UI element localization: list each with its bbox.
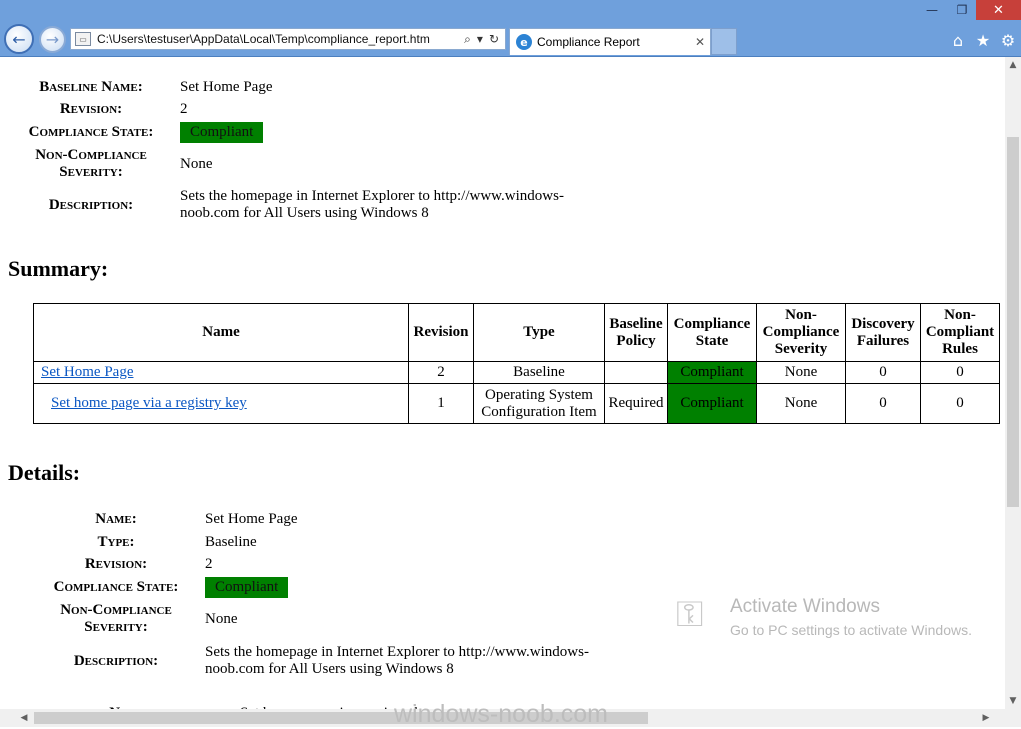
cell-severity: None: [757, 384, 846, 424]
value-revision: 2: [180, 100, 188, 117]
watermark-subtitle: Go to PC settings to activate Windows.: [730, 622, 972, 638]
arrow-right-icon: →: [45, 30, 60, 49]
cell-type: Baseline: [474, 362, 605, 384]
watermark-title: Activate Windows: [730, 596, 880, 617]
value-baseline-name: Set Home Page: [180, 78, 273, 95]
col-non-compliance-severity: Non-Compliance Severity: [757, 304, 846, 362]
forward-button[interactable]: [39, 26, 66, 53]
tab-close-icon[interactable]: ✕: [694, 35, 706, 49]
page-icon: ▭: [75, 32, 91, 46]
cell-discovery-failures: 0: [846, 384, 921, 424]
home-icon[interactable]: ⌂: [952, 30, 964, 50]
link-set-home-page-registry[interactable]: Set home page via a registry key: [51, 395, 247, 411]
cell-non-compliant-rules: 0: [921, 384, 1000, 424]
label-revision: Revision:: [59, 100, 123, 117]
scroll-left-icon[interactable]: ◀: [20, 713, 28, 723]
close-button[interactable]: ✕: [976, 0, 1021, 20]
value-revision: 2: [205, 555, 213, 572]
label-revision: Revision:: [84, 555, 148, 572]
value-type: Baseline: [205, 533, 257, 550]
table-row: [34, 384, 1000, 424]
col-type: Type: [474, 304, 605, 362]
scroll-left-area[interactable]: [0, 709, 16, 727]
cell-revision: 1: [409, 384, 474, 424]
site-watermark: windows-noob.com: [394, 700, 608, 728]
scrollbar-corner: [1005, 709, 1021, 727]
table-header-row: [34, 304, 1000, 362]
address-url[interactable]: C:\Users\testuser\AppData\Local\Temp\compliance_report.htm: [97, 32, 430, 46]
arrow-left-icon: ←: [12, 29, 26, 49]
cell-policy: Required: [605, 384, 668, 424]
label-description: Description:: [73, 652, 159, 669]
summary-heading: Summary:: [8, 256, 109, 281]
refresh-icon[interactable]: ↻: [488, 31, 499, 46]
status-badge: Compliant: [205, 577, 288, 598]
label-non-compliance-severity: Non-Compliance Severity:: [35, 147, 147, 180]
col-revision: Revision: [409, 304, 474, 362]
cell-revision: 2: [409, 362, 474, 384]
col-baseline-policy: Baseline Policy: [605, 304, 668, 362]
tab-title: Compliance Report: [537, 35, 640, 49]
cell-type: Operating System Configuration Item: [474, 384, 605, 424]
scroll-up-icon[interactable]: ▲: [1009, 60, 1017, 70]
cell-non-compliant-rules: 0: [921, 362, 1000, 384]
value-description: Sets the homepage in Internet Explorer to http://www.windows-noob.com for All Users using Windows 8: [180, 188, 564, 221]
browser-chrome: [0, 0, 1021, 57]
gear-icon[interactable]: ⚙: [1000, 30, 1016, 50]
vertical-scroll-thumb[interactable]: [1007, 137, 1019, 507]
back-button[interactable]: [4, 24, 34, 54]
vertical-scrollbar[interactable]: [1005, 57, 1021, 709]
scroll-right-icon[interactable]: ▶: [982, 713, 990, 723]
activate-windows-watermark: [676, 590, 996, 650]
search-icon[interactable]: ⌕: [464, 31, 471, 46]
key-icon: ⚿: [676, 594, 704, 635]
favorites-star-icon[interactable]: ★: [975, 30, 991, 50]
ie-icon: e: [516, 34, 532, 50]
value-non-compliance-severity: None: [180, 155, 213, 172]
cell-severity: None: [757, 362, 846, 384]
table-row: [34, 362, 1000, 384]
label-compliance-state: Compliance State:: [28, 123, 154, 140]
cell-compliance-state: Compliant: [668, 384, 757, 424]
cell-policy: [605, 362, 668, 384]
cell-compliance-state: Compliant: [668, 362, 757, 384]
label-name: Name:: [95, 511, 137, 527]
label-baseline-name: Baseline Name:: [39, 78, 143, 95]
tab-compliance-report[interactable]: [509, 28, 711, 55]
details-properties: [33, 508, 625, 683]
minimize-button[interactable]: —: [926, 3, 938, 17]
link-set-home-page[interactable]: Set Home Page: [41, 364, 134, 380]
status-badge: Compliant: [180, 122, 263, 143]
value-description: Sets the homepage in Internet Explorer to http://www.windows-noob.com for All Users using Windows 8: [205, 644, 589, 677]
value-non-compliance-severity: None: [205, 610, 238, 627]
scroll-down-icon[interactable]: ▼: [1009, 696, 1017, 706]
address-bar[interactable]: [70, 28, 506, 50]
summary-table: [33, 303, 1000, 424]
col-compliance-state: Compliance State: [668, 304, 757, 362]
details-heading: Details:: [8, 460, 81, 485]
col-name: Name: [34, 304, 409, 362]
new-tab-button[interactable]: [711, 28, 737, 55]
dropdown-icon[interactable]: ▾: [476, 31, 483, 46]
maximize-button[interactable]: ❐: [956, 3, 968, 17]
label-description: Description:: [48, 196, 134, 213]
label-non-compliance-severity: Non-Compliance Severity:: [60, 602, 172, 635]
label-type: Type:: [97, 533, 135, 550]
cell-discovery-failures: 0: [846, 362, 921, 384]
label-compliance-state: Compliance State:: [53, 578, 179, 595]
value-name: Set Home Page: [205, 511, 298, 527]
baseline-properties: [8, 76, 600, 226]
col-non-compliant-rules: Non-Compliant Rules: [921, 304, 1000, 362]
col-discovery-failures: Discovery Failures: [846, 304, 921, 362]
